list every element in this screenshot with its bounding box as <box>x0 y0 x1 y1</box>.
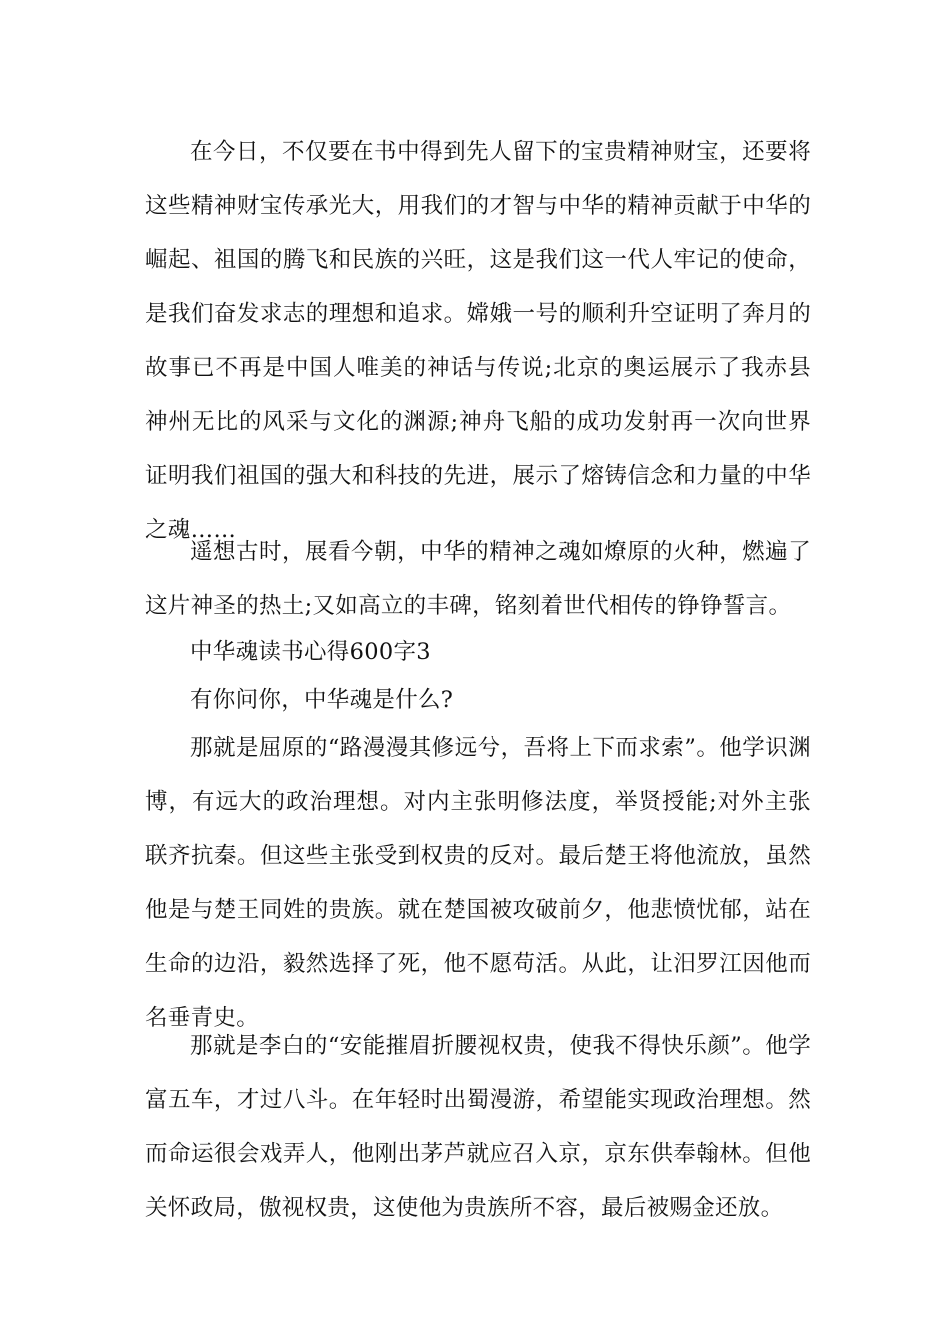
paragraph-spirit-heritage: 在今日，不仅要在书中得到先人留下的宝贵精神财宝，还要将这些精神财宝传承光大，用我们的才智与中华的精神贡献于中华的崛起、祖国的腾飞和民族的兴旺，这是我们这一代人牢记的使命，是我们奋发求志的理想和追求。嫦娥一号的顺利升空证明了奔月的故事已不再是中国人唯美的神话与传说;北京的奥运展示了我赤县神州无比的风采与文化的渊源;神舟飞船的成功发射再一次向世界证明我们祖国的强大和科技的先进，展示了熔铸信念和力量的中华之魂…… <box>145 139 811 543</box>
paragraph-ancient-and-present: 遥想古时，展看今朝，中华的精神之魂如燎原的火种，燃遍了这片神圣的热土;又如高立的丰碑，铭刻着世代相传的铮铮誓言。 <box>145 539 811 619</box>
section-heading: 中华魂读书心得600字3 <box>190 639 431 665</box>
paragraph-question: 有你问你，中华魂是什么? <box>190 687 454 713</box>
paragraph-qu-yuan: 那就是屈原的“路漫漫其修远兮，吾将上下而求索”。他学识渊博，有远大的政治理想。对内主张明修法度，举贤授能;对外主张联齐抗秦。但这些主张受到权贵的反对。最后楚王将他流放，虽然他是与楚王同姓的贵族。就在楚国被攻破前夕，他悲愤忧郁，站在生命的边沿，毅然选择了死，他不愿苟活。从此，让汨罗江因他而名垂青史。 <box>145 735 811 1031</box>
paragraph-li-bai: 那就是李白的“安能摧眉折腰视权贵，使我不得快乐颜”。他学富五车，才过八斗。在年轻时出蜀漫游，希望能实现政治理想。然而命运很会戏弄人，他刚出茅芦就应召入京，京东供奉翰林。但他关怀政局，傲视权贵，这使他为贵族所不容，最后被赐金还放。 <box>145 1033 811 1221</box>
